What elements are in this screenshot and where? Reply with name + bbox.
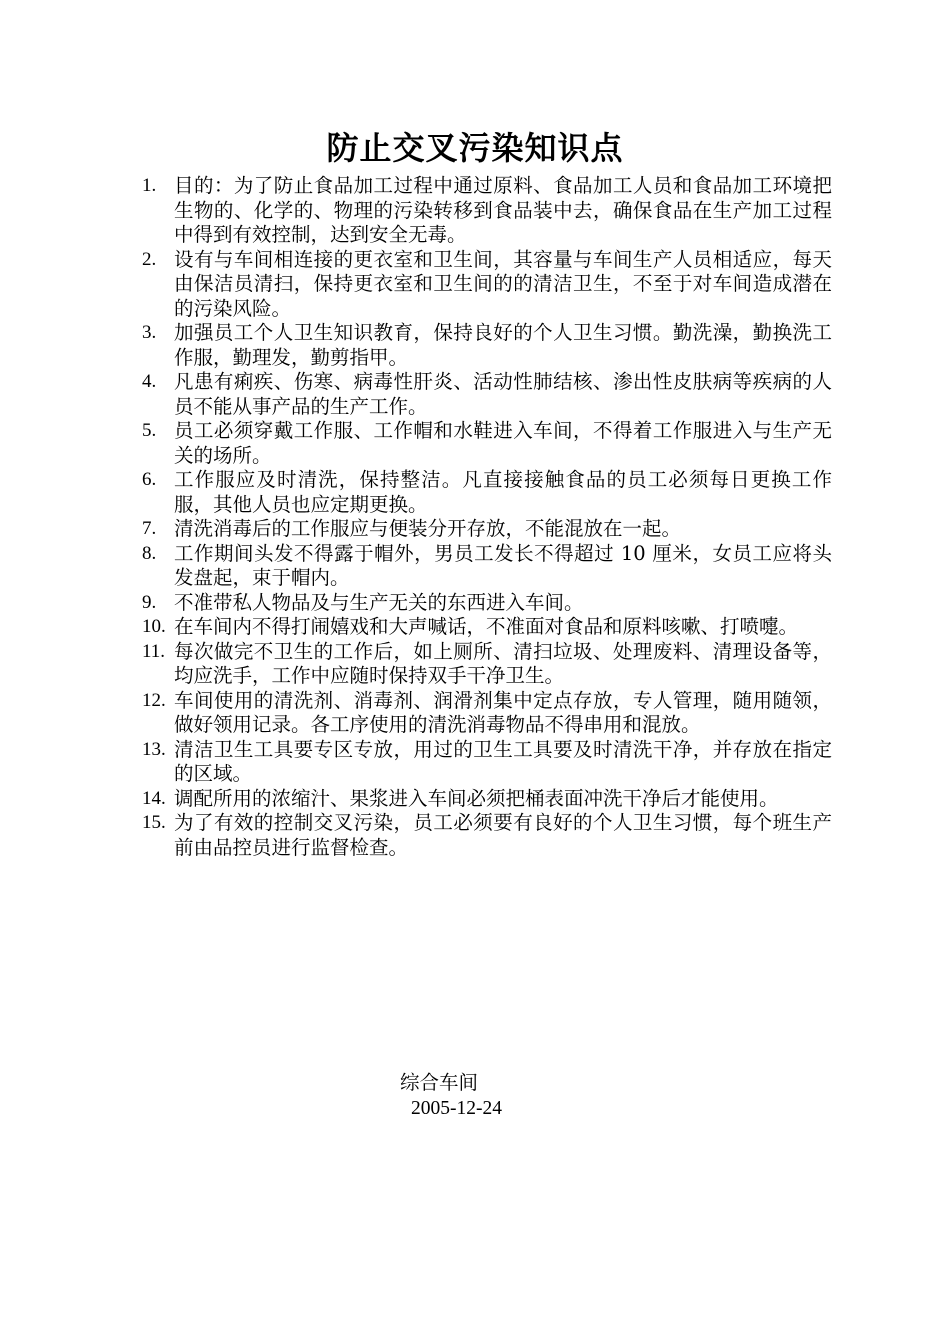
list-item <box>142 689 832 738</box>
item-number: 11. <box>142 640 166 662</box>
item-number: 10. <box>142 616 166 637</box>
item-number: 4. <box>142 371 157 392</box>
list-item <box>142 321 832 370</box>
item-text: 调配所用的浓缩汁、果浆进入车间必须把桶表面冲洗干净后才能使用。 <box>174 786 779 810</box>
knowledge-point-list <box>142 174 832 860</box>
item-text: 员工必须穿戴工作服、工作帽和水鞋进入车间，不得着工作服进入与生产无关的场所。 <box>174 419 832 467</box>
item-text: 加强员工个人卫生知识教育，保持良好的个人卫生习惯。勤洗澡，勤换洗工作服，勤理发，勤剪指甲。 <box>174 321 832 369</box>
list-item <box>142 468 832 517</box>
signature-department: 综合车间 <box>400 1071 479 1094</box>
item-text: 目的：为了防止食品加工过程中通过原料、食品加工人员和食品加工环境把生物的、化学的、物理的污染转移到食品装中去，确保食品在生产加工过程中得到有效控制，达到安全无毒。 <box>174 174 832 246</box>
item-number: 5. <box>142 420 157 441</box>
item-number: 7. <box>142 518 157 539</box>
item-number: 6. <box>142 469 157 490</box>
item-text: 凡患有痢疾、伤寒、病毒性肝炎、活动性肺结核、渗出性皮肤病等疾病的人员不能从事产品的生产工作。 <box>174 370 832 418</box>
list-item <box>142 811 832 860</box>
signature-date: 2005-12-24 <box>411 1098 502 1119</box>
item-text: 工作服应及时清洗，保持整洁。凡直接接触食品的员工必须每日更换工作服，其他人员也应定期更换。 <box>174 468 832 516</box>
item-number: 15. <box>142 812 166 833</box>
list-item <box>142 370 832 419</box>
item-text: 每次做完不卫生的工作后，如上厕所、清扫垃圾、处理废料、清理设备等，均应洗手，工作中应随时保持双手干净卫生。 <box>174 639 832 687</box>
document-title: 防止交叉污染知识点 <box>326 129 624 167</box>
item-text: 工作期间头发不得露于帽外，男员工发长不得超过 10 厘米，女员工应将头发盘起，束于帽内。 <box>174 541 832 589</box>
list-item <box>142 517 832 542</box>
list-item <box>142 248 832 322</box>
item-text: 清洗消毒后的工作服应与便装分开存放，不能混放在一起。 <box>174 517 682 540</box>
list-item <box>142 419 832 468</box>
item-text: 为了有效的控制交叉污染，员工必须要有良好的个人卫生习惯，每个班生产前由品控员进行监督检查。 <box>174 811 832 859</box>
item-number: 1. <box>142 175 157 196</box>
list-item <box>142 174 832 248</box>
list-item <box>142 615 832 640</box>
list-item <box>142 591 832 616</box>
list-item <box>142 640 832 689</box>
item-number: 12. <box>142 689 166 711</box>
list-item <box>142 542 832 591</box>
item-number: 2. <box>142 248 157 270</box>
item-text: 车间使用的清洗剂、消毒剂、润滑剂集中定点存放，专人管理，随用随领，做好领用记录。各工序使用的清洗消毒物品不得串用和混放。 <box>174 688 832 736</box>
item-number: 3. <box>142 322 157 343</box>
item-text: 清洁卫生工具要专区专放，用过的卫生工具要及时清洗干净，并存放在指定的区域。 <box>174 737 832 785</box>
item-number: 14. <box>142 787 166 809</box>
item-text: 在车间内不得打闹嬉戏和大声喊话，不准面对食品和原料咳嗽、打喷嚏。 <box>174 615 799 638</box>
item-number: 9. <box>142 591 157 613</box>
signature-block <box>400 1070 600 1122</box>
item-number: 13. <box>142 738 166 760</box>
list-item <box>142 738 832 787</box>
list-item <box>142 787 832 812</box>
item-text: 不准带私人物品及与生产无关的东西进入车间。 <box>174 590 584 614</box>
item-text: 设有与车间相连接的更衣室和卫生间，其容量与车间生产人员相适应，每天由保洁员清扫，保持更衣室和卫生间的的清洁卫生，不至于对车间造成潜在的污染风险。 <box>174 247 832 320</box>
item-number: 8. <box>142 542 157 564</box>
